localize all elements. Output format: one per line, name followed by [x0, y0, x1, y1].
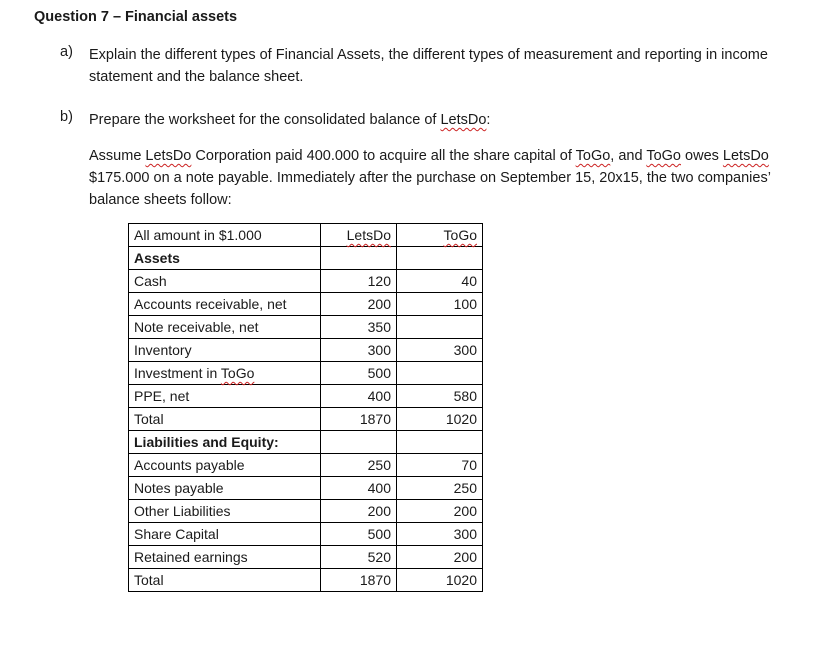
row-label [129, 293, 321, 316]
togo-value [397, 247, 483, 270]
row-label-text: Notes payable [134, 480, 224, 496]
row-label-text: Total [134, 411, 164, 427]
table-row [129, 270, 483, 293]
togo-value: 250 [397, 477, 483, 500]
row-label [129, 385, 321, 408]
letsdo-value: 200 [321, 500, 397, 523]
table-row [129, 546, 483, 569]
question-title: Question 7 – Financial assets [34, 9, 238, 25]
letsdo-value: 200 [321, 293, 397, 316]
togo-value: 70 [397, 454, 483, 477]
row-label [129, 477, 321, 500]
assumption-text-2: Corporation paid 400.000 to acquire all the share capital of [191, 148, 576, 164]
letsdo-value: 500 [321, 523, 397, 546]
togo-value: 200 [397, 546, 483, 569]
part-a-text: Explain the different types of Financial Assets, the different types of measurement and reporting in income statement and the balance sheet. [89, 47, 768, 85]
letsdo-value: 500 [321, 362, 397, 385]
header-togo-text: ToGo [443, 227, 477, 243]
togo-value [397, 431, 483, 454]
table-row [129, 385, 483, 408]
row-label [129, 362, 321, 385]
table-row [129, 477, 483, 500]
letsdo-value [321, 431, 397, 454]
row-label [129, 408, 321, 431]
togo-value: 300 [397, 523, 483, 546]
togo-value: 200 [397, 500, 483, 523]
row-label-text: Inventory [134, 342, 192, 358]
letsdo-value: 120 [321, 270, 397, 293]
row-label [129, 270, 321, 293]
letsdo-value: 250 [321, 454, 397, 477]
letsdo-value: 1870 [321, 408, 397, 431]
row-label [129, 454, 321, 477]
row-label [129, 546, 321, 569]
assumption-text-3: , and [610, 148, 647, 164]
togo-value: 100 [397, 293, 483, 316]
letsdo-value: 300 [321, 339, 397, 362]
header-letsdo-text: LetsDo [346, 227, 391, 243]
table-row [129, 362, 483, 385]
company-name-togo: ToGo [646, 148, 681, 164]
letsdo-value: 350 [321, 316, 397, 339]
header-togo [397, 224, 483, 247]
company-name-letsdo: LetsDo [722, 148, 769, 164]
company-name-letsdo: LetsDo [440, 112, 487, 128]
row-label [129, 431, 321, 454]
row-label [129, 316, 321, 339]
togo-value: 40 [397, 270, 483, 293]
row-label-text: Total [134, 572, 164, 588]
table-row [129, 408, 483, 431]
table-row [129, 293, 483, 316]
part-a-label: a) [60, 44, 73, 60]
row-label [129, 500, 321, 523]
row-label-text: Other Liabilities [134, 503, 231, 519]
row-label [129, 523, 321, 546]
row-label-text: Retained earnings [134, 549, 248, 565]
row-label-text: Investment in [134, 365, 221, 381]
letsdo-value: 400 [321, 385, 397, 408]
letsdo-value: 400 [321, 477, 397, 500]
letsdo-value: 1870 [321, 569, 397, 592]
table-row [129, 431, 483, 454]
row-label-text: Accounts payable [134, 457, 245, 473]
part-b-text-after: : [486, 112, 491, 128]
table-header-row [129, 224, 483, 247]
assumption-paragraph [89, 145, 779, 211]
part-b-text-before: Prepare the worksheet for the consolidated balance of [89, 112, 441, 128]
part-b-text [89, 109, 779, 131]
table-row [129, 454, 483, 477]
row-label-text: Accounts receivable, net [134, 296, 287, 312]
part-b-label: b) [60, 109, 73, 125]
table-row [129, 500, 483, 523]
row-label-text: Cash [134, 273, 167, 289]
company-name-togo: ToGo [220, 365, 255, 381]
row-label [129, 339, 321, 362]
table-row [129, 569, 483, 592]
row-label [129, 247, 321, 270]
row-label-text: Liabilities and Equity: [134, 434, 279, 450]
row-label-text: Assets [134, 250, 180, 266]
table-row [129, 316, 483, 339]
letsdo-value [321, 247, 397, 270]
company-name-togo: ToGo [575, 148, 611, 164]
assumption-text-1: Assume [89, 148, 146, 164]
company-name-letsdo: LetsDo [145, 148, 192, 164]
table-row [129, 247, 483, 270]
row-label-text: Note receivable, net [134, 319, 259, 335]
togo-value: 1020 [397, 569, 483, 592]
togo-value [397, 362, 483, 385]
header-label: All amount in $1.000 [129, 224, 321, 247]
togo-value: 300 [397, 339, 483, 362]
togo-value: 1020 [397, 408, 483, 431]
table-row [129, 339, 483, 362]
letsdo-value: 520 [321, 546, 397, 569]
balance-sheet-table [128, 223, 483, 592]
assumption-text-4: owes [681, 148, 723, 164]
row-label-text: Share Capital [134, 526, 219, 542]
assumption-text-5: $175.000 on a note payable. Immediately after the purchase on September 15, 20x15, the two companies’ balance sheets follow: [89, 170, 771, 208]
row-label [129, 569, 321, 592]
row-label-text: PPE, net [134, 388, 190, 404]
header-letsdo [321, 224, 397, 247]
togo-value: 580 [397, 385, 483, 408]
togo-value [397, 316, 483, 339]
table-row [129, 523, 483, 546]
